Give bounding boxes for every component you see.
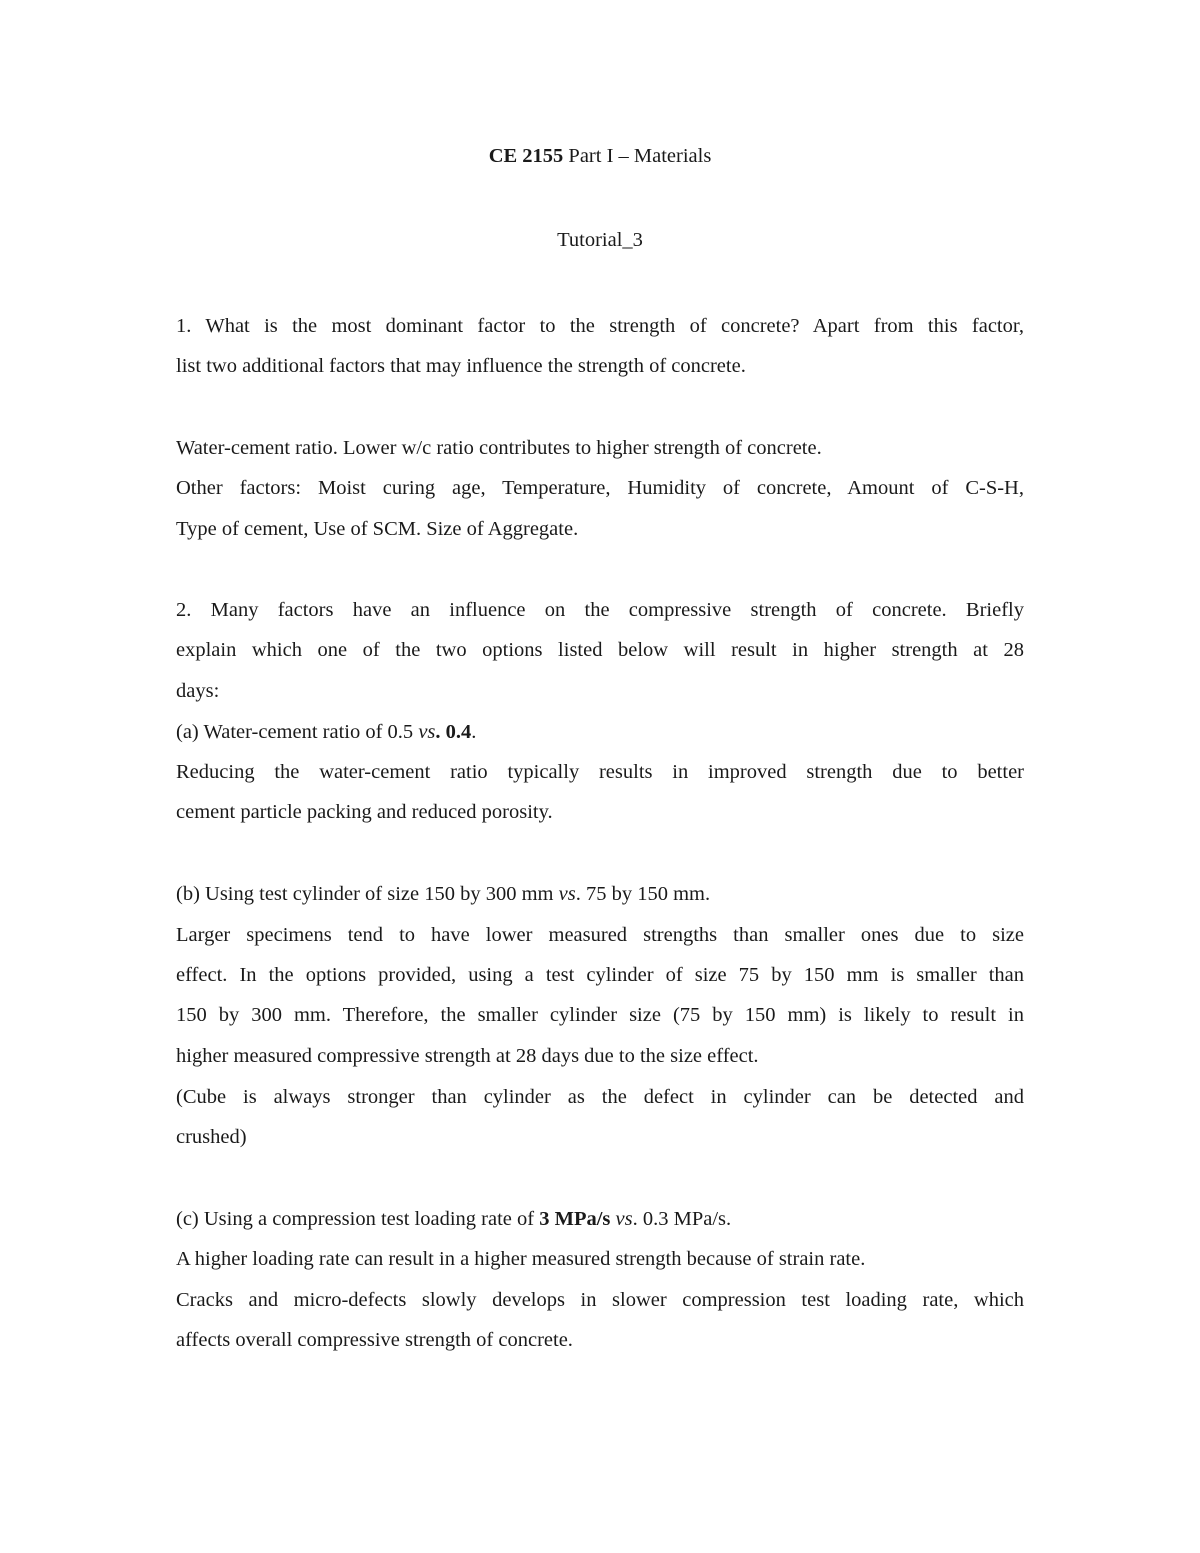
q1-line-1: 1. What is the most dominant factor to the strength of concrete? Apart from this factor, (176, 315, 1024, 337)
course-title-rest: Part I – Materials (563, 145, 712, 167)
q2c-vs: vs (615, 1208, 633, 1230)
q2c-bold-value: 3 MPa/s (539, 1208, 611, 1230)
tutorial-subtitle: Tutorial_3 (557, 229, 643, 251)
q2a-prefix: (a) Water-cement ratio of 0.5 (176, 721, 419, 743)
q2c-answer-line-2: Cracks and micro-defects slowly develops in slower compression test loading rate, which (176, 1289, 1024, 1311)
q1-answer-line-1: Water-cement ratio. Lower w/c ratio contributes to higher strength of concrete. (176, 437, 822, 459)
q2a-option (176, 719, 1024, 745)
q1-line-2: list two additional factors that may influence the strength of concrete. (176, 355, 746, 377)
q2c-prefix: (c) Using a compression test loading rate of (176, 1208, 540, 1230)
q2c-answer-line-3: affects overall compressive strength of concrete. (176, 1329, 573, 1351)
q2a-suffix: . (471, 721, 477, 743)
course-code: CE 2155 (488, 145, 564, 167)
q2b-option (176, 881, 1024, 907)
q2a-vs: vs (418, 721, 436, 743)
q2b-answer-line-3: 150 by 300 mm. Therefore, the smaller cylinder size (75 by 150 mm) is likely to result in (176, 1004, 1024, 1026)
q2a-answer-line-2: cement particle packing and reduced porosity. (176, 801, 553, 823)
q2a-answer-line-1: Reducing the water-cement ratio typically results in improved strength due to better (176, 761, 1024, 783)
q2b-prefix: (b) Using test cylinder of size 150 by 300 mm (176, 883, 559, 905)
q2b-answer-line-1: Larger specimens tend to have lower measured strengths than smaller ones due to size (176, 924, 1024, 946)
q2b-note-line-1: (Cube is always stronger than cylinder as the defect in cylinder can be detected and (176, 1086, 1024, 1108)
q2b-suffix: . 75 by 150 mm. (575, 883, 711, 905)
q2c-option (176, 1206, 1024, 1232)
q2-line-2: explain which one of the two options listed below will result in higher strength at 28 (176, 639, 1024, 661)
q2c-suffix: . 0.3 MPa/s. (632, 1208, 732, 1230)
q2a-bold-value: . 0.4 (435, 721, 472, 743)
page-title (0, 143, 1200, 169)
q1-answer-line-2: Other factors: Moist curing age, Temperature, Humidity of concrete, Amount of C-S-H, (176, 477, 1024, 499)
q2-line-1: 2. Many factors have an influence on the compressive strength of concrete. Briefly (176, 599, 1024, 621)
q2b-vs: vs (558, 883, 576, 905)
q2b-answer-line-4: higher measured compressive strength at 28 days due to the size effect. (176, 1045, 759, 1067)
q2c-answer-line-1: A higher loading rate can result in a higher measured strength because of strain rate. (176, 1248, 866, 1270)
q2-line-3: days: (176, 680, 220, 702)
q1-answer-line-3: Type of cement, Use of SCM. Size of Aggregate. (176, 518, 579, 540)
q2b-answer-line-2: effect. In the options provided, using a test cylinder of size 75 by 150 mm is smaller than (176, 964, 1024, 986)
q2b-note-line-2: crushed) (176, 1126, 247, 1148)
